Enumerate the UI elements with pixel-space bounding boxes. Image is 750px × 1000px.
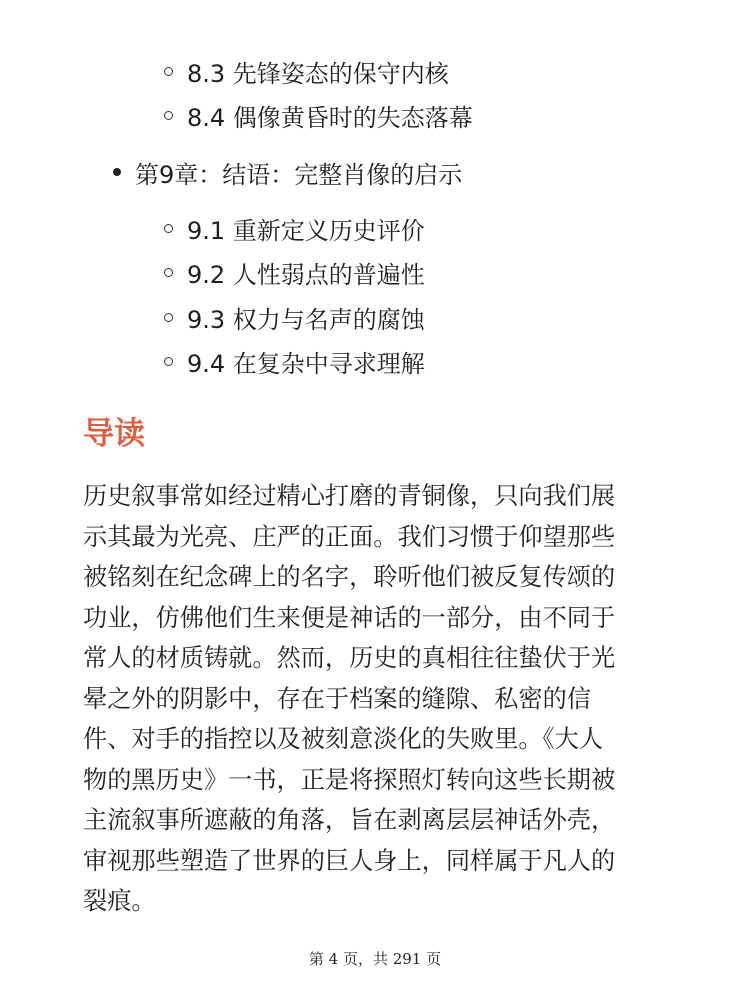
toc-item-label: 8.3 先锋姿态的保守内核 bbox=[187, 59, 449, 88]
paragraph-line: 历史叙事常如经过精心打磨的青铜像，只向我们展 bbox=[83, 482, 616, 510]
paragraph-line: 示其最为光亮、庄严的正面。我们习惯于仰望那些 bbox=[83, 522, 616, 551]
hollow-bullet-icon bbox=[164, 313, 173, 322]
toc-item-9-3 bbox=[164, 297, 425, 337]
toc-item-label: 9.1 重新定义历史评价 bbox=[187, 216, 425, 245]
toc-item-label: 8.4 偶像黄昏时的失态落幕 bbox=[187, 103, 473, 132]
paragraph-line: 被铭刻在纪念碑上的名字，聆听他们被反复传颂的 bbox=[83, 563, 616, 591]
toc-item-8-3 bbox=[164, 51, 449, 91]
toc-item-9-4 bbox=[164, 341, 425, 381]
hollow-bullet-icon bbox=[164, 268, 173, 277]
paragraph-line: 物的黑历史》一书，正是将探照灯转向这些长期被 bbox=[83, 765, 616, 794]
intro-paragraph bbox=[83, 476, 683, 922]
toc-item-label: 9.4 在复杂中寻求理解 bbox=[187, 349, 425, 378]
toc-item-9-1 bbox=[164, 208, 425, 248]
hollow-bullet-icon bbox=[164, 67, 173, 76]
toc-item-label: 9.3 权力与名声的腐蚀 bbox=[187, 305, 425, 334]
section-heading: 导读 bbox=[83, 416, 145, 452]
hollow-bullet-icon bbox=[164, 111, 173, 120]
page-number-footer: 第 4 页，共 291 页 bbox=[308, 950, 442, 968]
filled-bullet-icon bbox=[113, 168, 121, 176]
hollow-bullet-icon bbox=[164, 357, 173, 366]
paragraph-line: 晕之外的阴影中，存在于档案的缝隙、私密的信 bbox=[83, 684, 591, 713]
paragraph-line: 裂痕。 bbox=[83, 887, 156, 915]
toc-item-9-2 bbox=[164, 252, 425, 292]
toc-item-8-4 bbox=[164, 95, 473, 135]
paragraph-line: 主流叙事所遮蔽的角落，旨在剥离层层神话外壳， bbox=[83, 806, 616, 834]
paragraph-line: 件、对手的指控以及被刻意淡化的失败里。《大人 bbox=[83, 725, 604, 753]
paragraph-line: 常人的材质铸就。然而，历史的真相往往蛰伏于光 bbox=[83, 644, 616, 672]
toc-item-label: 9.2 人性弱点的普遍性 bbox=[187, 260, 425, 289]
hollow-bullet-icon bbox=[164, 224, 173, 233]
toc-chapter-label: 第9章：结语：完整肖像的启示 bbox=[135, 160, 463, 189]
toc-chapter-9 bbox=[113, 152, 462, 192]
paragraph-line: 审视那些塑造了世界的巨人身上，同样属于凡人的 bbox=[83, 846, 616, 875]
paragraph-line: 功业，仿佛他们生来便是神话的一部分，由不同于 bbox=[83, 603, 616, 632]
